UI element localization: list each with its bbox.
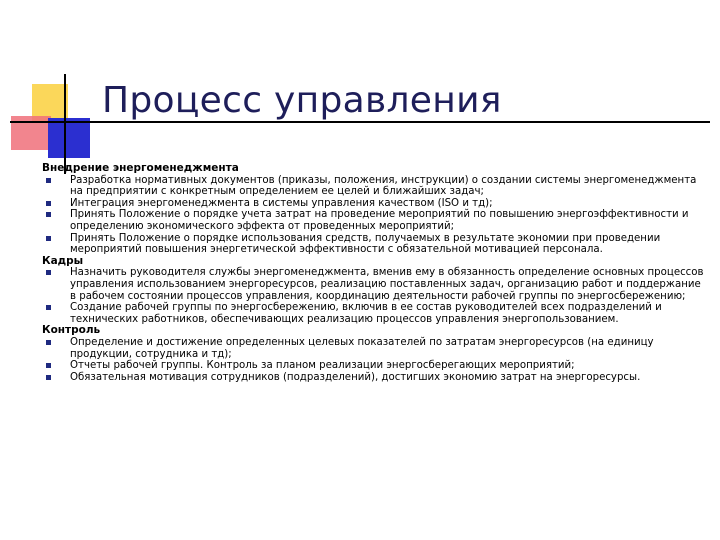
square-bullet-icon bbox=[46, 212, 51, 217]
square-bullet-icon bbox=[46, 270, 51, 275]
decor-horizontal-line bbox=[10, 121, 710, 123]
section-implementation bbox=[42, 163, 708, 256]
list-item: Отчеты рабочей группы. Контроль за планом реализации энергосберегающих мероприятий; bbox=[42, 360, 708, 372]
section-heading: Контроль bbox=[42, 324, 101, 337]
square-bullet-icon bbox=[46, 375, 51, 380]
section-staff bbox=[42, 256, 708, 326]
slide-title: Процесс управления bbox=[102, 80, 502, 121]
slide-content bbox=[42, 163, 708, 383]
decor-blue-square bbox=[48, 118, 90, 158]
square-bullet-icon bbox=[46, 236, 51, 241]
section-heading: Кадры bbox=[42, 254, 84, 267]
list-item: Принять Положение о порядке использования средств, получаемых в результате экономии при проведении мероприятий повышения энергетической эффективности с обязательной мотивацией персонала. bbox=[42, 233, 708, 256]
square-bullet-icon bbox=[46, 201, 51, 206]
section-heading: Внедрение энергоменеджмента bbox=[42, 162, 239, 174]
list-item: Принять Положение о порядке учета затрат на проведение мероприятий по повышению энергоэффективности и определению экономического эффекта от проведенных мероприятий; bbox=[42, 209, 708, 232]
list-item: Интеграция энергоменеджмента в системы управления качеством (ISO и тд); bbox=[42, 198, 708, 210]
list-item: Назначить руководителя службы энергоменеджмента, вменив ему в обязанность определение основных процессов управления использованием энергоресурсов, реализацию поставленных задач, организацию работ и поддержание в рабочем состоянии процессов управления, координацию деятельности рабочей группы по энергосбережению; bbox=[42, 267, 708, 302]
square-bullet-icon bbox=[46, 305, 51, 310]
section-control bbox=[42, 325, 708, 383]
list-item: Определение и достижение определенных целевых показателей по затратам энергоресурсов (на единицу продукции, сотрудника и тд); bbox=[42, 337, 708, 360]
list-item: Обязательная мотивация сотрудников (подразделений), достигших экономию затрат на энергоресурсы. bbox=[42, 372, 708, 384]
decor-vertical-line bbox=[64, 74, 66, 174]
square-bullet-icon bbox=[46, 340, 51, 345]
list-item: Разработка нормативных документов (приказы, положения, инструкции) о создании системы энергоменеджмента на предприятии с конкретным определением ее целей и ближайших задач; bbox=[42, 175, 708, 198]
square-bullet-icon bbox=[46, 178, 51, 183]
list-item: Создание рабочей группы по энергосбережению, включив в ее состав руководителей всех подразделений и технических работников, обеспечивающих реализацию процессов управления энергопользованием. bbox=[42, 302, 708, 325]
square-bullet-icon bbox=[46, 363, 51, 368]
